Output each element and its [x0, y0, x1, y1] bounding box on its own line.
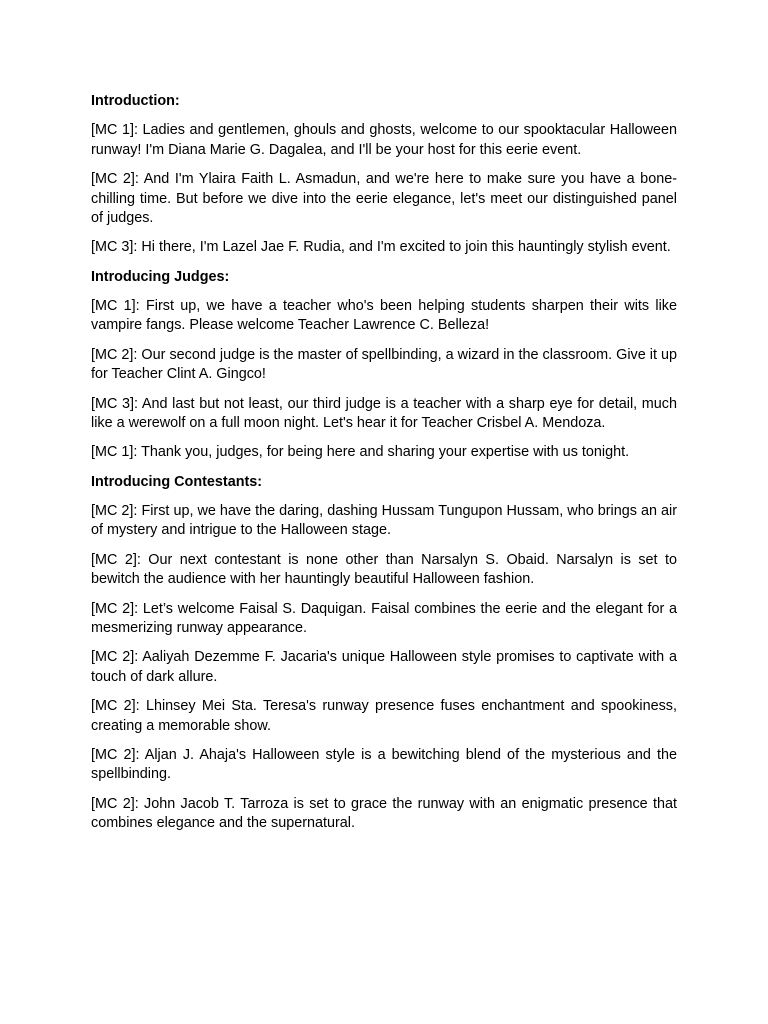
section-heading-introduction: Introduction:	[91, 93, 180, 109]
paragraph: [MC 1]: First up, we have a teacher who's been helping students sharpen their wits like vampire fangs. Please welcome Teacher Lawrence C. Belleza!	[91, 297, 677, 334]
paragraph: [MC 2]: Our second judge is the master of spellbinding, a wizard in the classroom. Give it up for Teacher Clint A. Gingco!	[91, 346, 677, 383]
paragraph: [MC 1]: Ladies and gentlemen, ghouls and ghosts, welcome to our spooktacular Halloween runway! I'm Diana Marie G. Dagalea, and I'll be your host for this eerie event.	[91, 122, 677, 158]
paragraph: [MC 2]: John Jacob T. Tarroza is set to grace the runway with an enigmatic presence that combines elegance and the supernatural.	[91, 795, 677, 832]
paragraph: [MC 2]: Aljan J. Ahaja's Halloween style is a bewitching blend of the mysterious and the spellbinding.	[91, 746, 677, 783]
section-heading-contestants: Introducing Contestants:	[91, 473, 263, 490]
paragraph: [MC 2]: Our next contestant is none other than Narsalyn S. Obaid. Narsalyn is set to bewitch the audience with her hauntingly beautiful Halloween fashion.	[91, 551, 677, 588]
paragraph: [MC 2]: Lhinsey Mei Sta. Teresa's runway presence fuses enchantment and spookiness, creating a memorable show.	[91, 698, 677, 734]
document-page	[91, 92, 677, 844]
paragraph: [MC 2]: Let’s welcome Faisal S. Daquigan. Faisal combines the eerie and the elegant for a mesmerizing runway appearance.	[91, 600, 677, 637]
section-heading-judges: Introducing Judges:	[91, 268, 230, 285]
paragraph: [MC 2]: And I'm Ylaira Faith L. Asmadun, and we're here to make sure you have a bone-chilling time. But before we dive into the eerie elegance, let's meet our distinguished panel of judges.	[91, 171, 677, 227]
paragraph: [MC 2]: First up, we have the daring, dashing Hussam Tungupon Hussam, who brings an air of mystery and intrigue to the Halloween stage.	[91, 502, 677, 539]
paragraph: [MC 3]: Hi there, I'm Lazel Jae F. Rudia, and I'm excited to join this hauntingly stylish event.	[91, 239, 671, 256]
paragraph: [MC 2]: Aaliyah Dezemme F. Jacaria's unique Halloween style promises to captivate with a touch of dark allure.	[91, 649, 677, 685]
paragraph: [MC 1]: Thank you, judges, for being here and sharing your expertise with us tonight.	[91, 444, 630, 461]
paragraph: [MC 3]: And last but not least, our third judge is a teacher with a sharp eye for detail, much like a werewolf on a full moon night. Let's hear it for Teacher Crisbel A. Mendoza.	[91, 395, 677, 432]
